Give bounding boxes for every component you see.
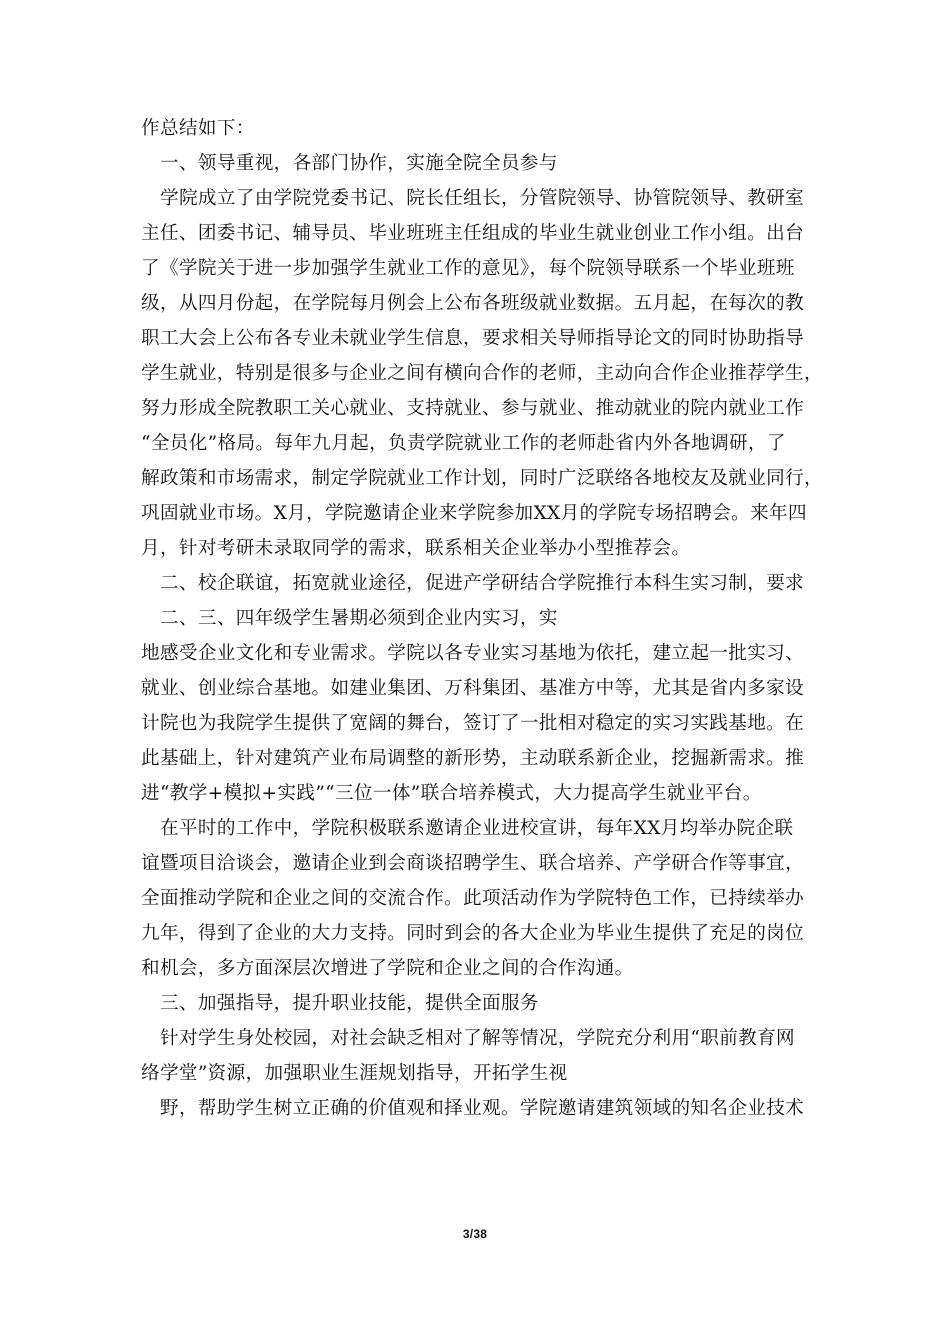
text-line: 谊暨项目洽谈会，邀请企业到会商谈招聘学生、联合培养、产学研合作等事宜， (141, 853, 805, 874)
section-heading: 三、加强指导，提升职业技能，提供全面服务 (160, 993, 539, 1014)
text-line: 在平时的工作中，学院积极联系邀请企业进校宣讲，每年XX月均举办院企联 (160, 818, 794, 839)
text-line: 努力形成全院教职工关心就业、支持就业、参与就业、推动就业的院内就业工作 (141, 398, 805, 419)
page-number: 3/38 (462, 1227, 488, 1241)
text-line: 了《学院关于进一步加强学生就业工作的意见》，每个院领导联系一个毕业班班 (141, 258, 795, 279)
text-line: 级，从四月份起，在学院每月例会上公布各班级就业数据。五月起，在每次的教 (141, 293, 805, 314)
text-line: 月，针对考研未录取同学的需求，联系相关企业举办小型推荐会。 (141, 538, 691, 559)
text-line: 九年，得到了企业的大力支持。同时到会的各大企业为毕业生提供了充足的岗位 (141, 923, 805, 944)
text-line: 就业、创业综合基地。如建业集团、万科集团、基准方中等，尤其是省内多家设 (141, 678, 805, 699)
text-line: 职工大会上公布各专业未就业学生信息，要求相关导师指导论文的同时协助指导 (141, 328, 805, 349)
text-line: 此基础上，针对建筑产业布局调整的新形势，主动联系新企业，挖掘新需求。推 (141, 748, 805, 769)
text-line: 学生就业，特别是很多与企业之间有横向合作的老师，主动向合作企业推荐学生， (141, 363, 823, 384)
section-heading: 二、校企联谊，拓宽就业途径，促进产学研结合学院推行本科生实习制，要求 (160, 573, 805, 594)
text-line: 二、三、四年级学生暑期必须到企业内实习，实 (160, 608, 558, 629)
text-line: 野，帮助学生树立正确的价值观和择业观。学院邀请建筑领域的知名企业技术 (160, 1098, 805, 1119)
text-line: “全员化”格局。每年九月起，负责学院就业工作的老师赴省内外各地调研，了 (141, 433, 786, 454)
section-heading: 一、领导重视，各部门协作，实施全院全员参与 (160, 153, 558, 174)
text-line: 计院也为我院学生提供了宽阔的舞台，签订了一批相对稳定的实习实践基地。在 (141, 713, 805, 734)
text-line: 巩固就业市场。X月，学院邀请企业来学院参加XX月的学院专场招聘会。来年四 (141, 503, 807, 524)
text-line: 络学堂”资源，加强职业生涯规划指导，开拓学生视 (141, 1063, 568, 1084)
text-line: 学院成立了由学院党委书记、院长任组长，分管院领导、协管院领导、教研室 (160, 188, 805, 209)
text-line: 解政策和市场需求，制定学院就业工作计划，同时广泛联络各地校友及就业同行， (141, 468, 823, 489)
text-line: 作总结如下： (141, 118, 255, 139)
text-line: 进“教学+模拟+实践”“三位一体”联合培养模式，大力提高学生就业平台。 (141, 783, 762, 804)
text-line: 针对学生身处校园，对社会缺乏相对了解等情况，学院充分利用“职前教育网 (160, 1028, 796, 1049)
text-line: 和机会，多方面深层次增进了学院和企业之间的合作沟通。 (141, 958, 634, 979)
text-line: 主任、团委书记、辅导员、毕业班班主任组成的毕业生就业创业工作小组。出台 (141, 223, 805, 244)
text-line: 全面推动学院和企业之间的交流合作。此项活动作为学院特色工作，已持续举办 (141, 888, 805, 909)
text-line: 地感受企业文化和专业需求。学院以各专业实习基地为依托，建立起一批实习、 (141, 643, 805, 664)
